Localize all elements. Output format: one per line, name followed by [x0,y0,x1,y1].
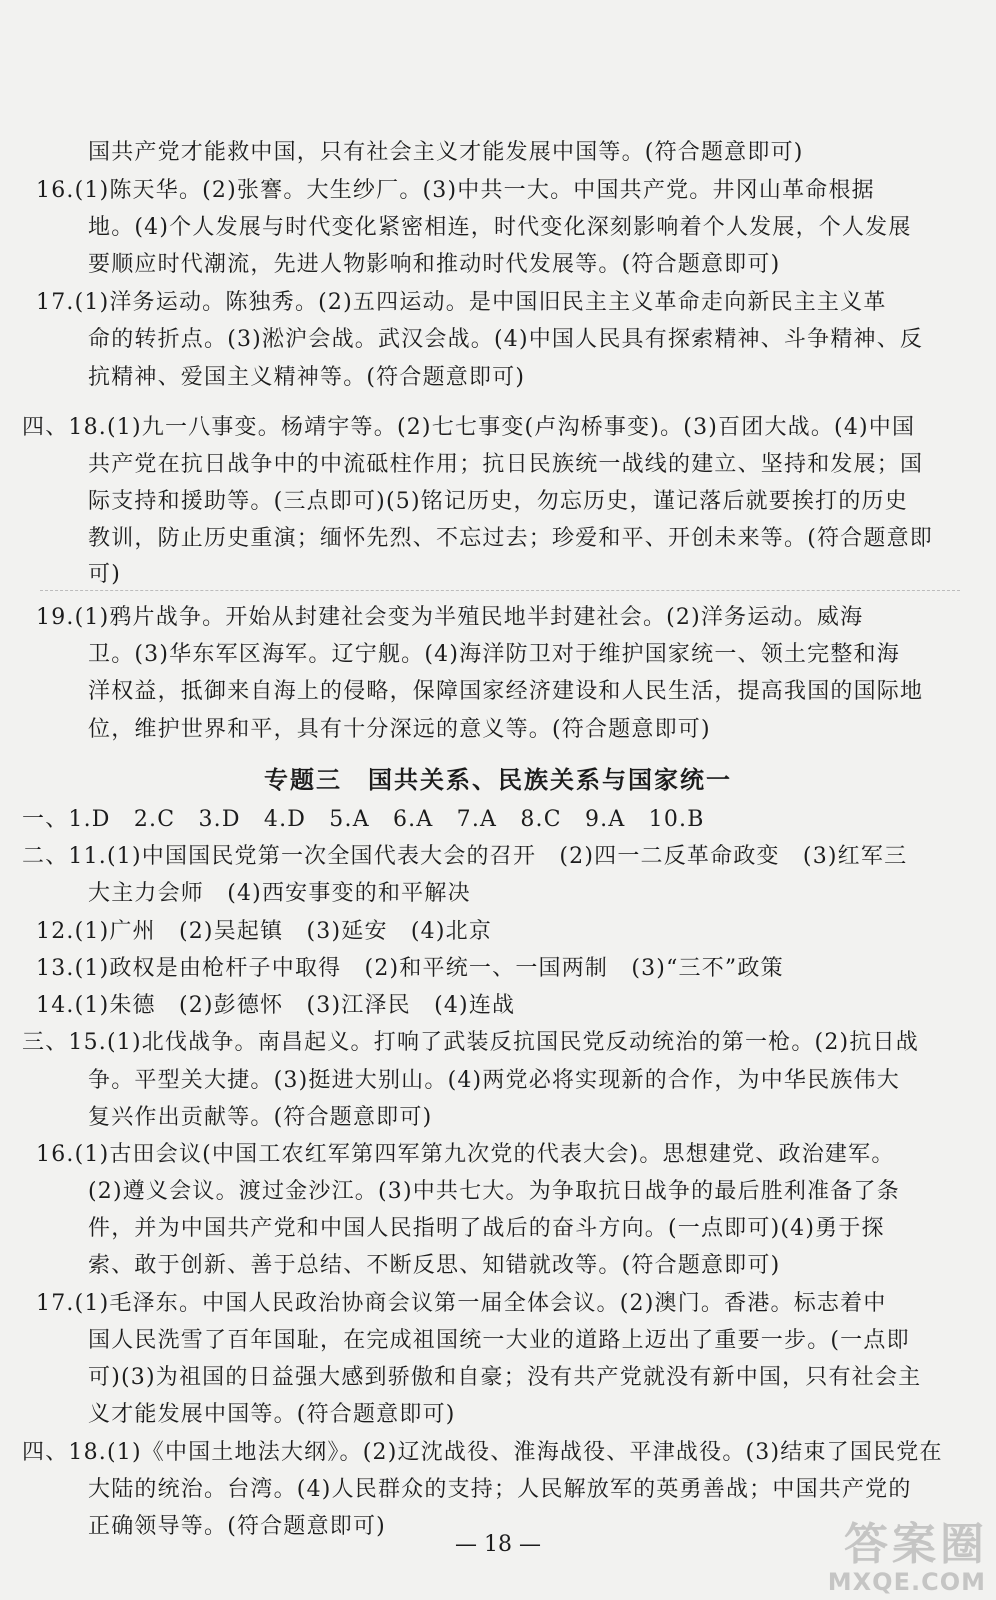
text-line: 教训，防止历史重演；缅怀先烈、不忘过去；珍爱和平、开创未来等。(符合题意即 [88,526,933,551]
text-line: (2)遵义会议。渡过金沙江。(3)中共七大。为争取抗日战争的最后胜利准备了条 [88,1179,900,1204]
text-line: 可)(3)为祖国的日益强大感到骄傲和自豪；没有共产党就没有新中国，只有社会主 [88,1365,922,1390]
text-line: 地。(4)个人发展与时代变化紧密相连，时代变化深刻影响着个人发展，个人发展 [88,215,912,240]
text-line: 卫。(3)华东军区海军。辽宁舰。(4)海洋防卫对于维护国家统一、领土完整和海 [88,642,900,667]
text-line: 17.(1)毛泽东。中国人民政治协商会议第一届全体会议。(2)澳门。香港。标志着中 [36,1291,887,1316]
section-title: 专题三 国共关系、民族关系与国家统一 [264,765,732,794]
text-line: 四、18.(1)《中国土地法大纲》。(2)辽沈战役、淮海战役、平津战役。(3)结束了国民党在 [22,1440,943,1465]
page-number: — 18 — [455,1532,541,1557]
text-line: 国共产党才能救中国，只有社会主义才能发展中国等。(符合题意即可) [88,140,804,165]
text-line: 二、11.(1)中国国民党第一次全国代表大会的召开 (2)四一二反革命政变 (3)红军三 [22,844,908,869]
text-line: 四、18.(1)九一八事变。杨靖宇等。(2)七七事变(卢沟桥事变)。(3)百团大战。(4)中国 [22,415,916,440]
text-line: 12.(1)广州 (2)吴起镇 (3)延安 (4)北京 [36,919,493,944]
divider [40,590,960,591]
text-line: 大主力会师 (4)西安事变的和平解决 [88,881,471,906]
watermark-url: MXQE.COM [827,1568,986,1596]
text-line: 三、15.(1)北伐战争。南昌起义。打响了武装反抗国民党反动统治的第一枪。(2)抗日战 [22,1030,919,1055]
text-line: 19.(1)鸦片战争。开始从封建社会变为半殖民地半封建社会。(2)洋务运动。威海 [36,605,864,630]
text-line: 可) [88,562,121,587]
watermark-text: 答案圈 [844,1519,988,1570]
text-line: 抗精神、爱国主义精神等。(符合题意即可) [88,365,526,390]
text-line: 大陆的统治。台湾。(4)人民群众的支持；人民解放军的英勇善战；中国共产党的 [88,1477,912,1502]
text-line: 13.(1)政权是由枪杆子中取得 (2)和平统一、一国两制 (3)“三不”政策 [36,956,784,981]
text-line: 洋权益，抵御来自海上的侵略，保障国家经济建设和人民生活，提高我国的国际地 [88,679,924,704]
watermark-logo [818,1506,988,1596]
text-line: 位，维护世界和平，具有十分深远的意义等。(符合题意即可) [88,717,711,742]
text-line: 复兴作出贡献等。(符合题意即可) [88,1105,433,1130]
text-line: 国人民洗雪了百年国耻，在完成祖国统一大业的道路上迈出了重要一步。(一点即 [88,1328,910,1353]
text-line: 件，并为中国共产党和中国人民指明了战后的奋斗方向。(一点即可)(4)勇于探 [88,1216,885,1241]
text-line: 要顺应时代潮流，先进人物影响和推动时代发展等。(符合题意即可) [88,252,781,277]
text-line: 16.(1)古田会议(中国工农红军第四军第九次党的代表大会)。思想建党、政治建军。 [36,1142,895,1167]
text-line: 争。平型关大捷。(3)挺进大别山。(4)两党必将实现新的合作，为中华民族伟大 [88,1068,900,1093]
text-line: 索、敢于创新、善于总结、不断反思、知错就改等。(符合题意即可) [88,1253,781,1278]
text-line: 际支持和援助等。(三点即可)(5)铭记历史，勿忘历史，谨记落后就要挨打的历史 [88,489,908,514]
text-line: 命的转折点。(3)淞沪会战。武汉会战。(4)中国人民具有探索精神、斗争精神、反 [88,327,924,352]
text-line: 一、1.D 2.C 3.D 4.D 5.A 6.A 7.A 8.C 9.A 10.B [22,807,705,832]
text-line: 14.(1)朱德 (2)彭德怀 (3)江泽民 (4)连战 [36,993,516,1018]
text-line: 16.(1)陈天华。(2)张謇。大生纱厂。(3)中共一大。中国共产党。井冈山革命根据 [36,178,875,203]
text-line: 共产党在抗日战争中的中流砥柱作用；抗日民族统一战线的建立、坚持和发展；国 [88,452,924,477]
text-line: 正确领导等。(符合题意即可) [88,1514,386,1539]
text-line: 17.(1)洋务运动。陈独秀。(2)五四运动。是中国旧民主主义革命走向新民主主义革 [36,290,887,315]
text-line: 义才能发展中国等。(符合题意即可) [88,1402,456,1427]
